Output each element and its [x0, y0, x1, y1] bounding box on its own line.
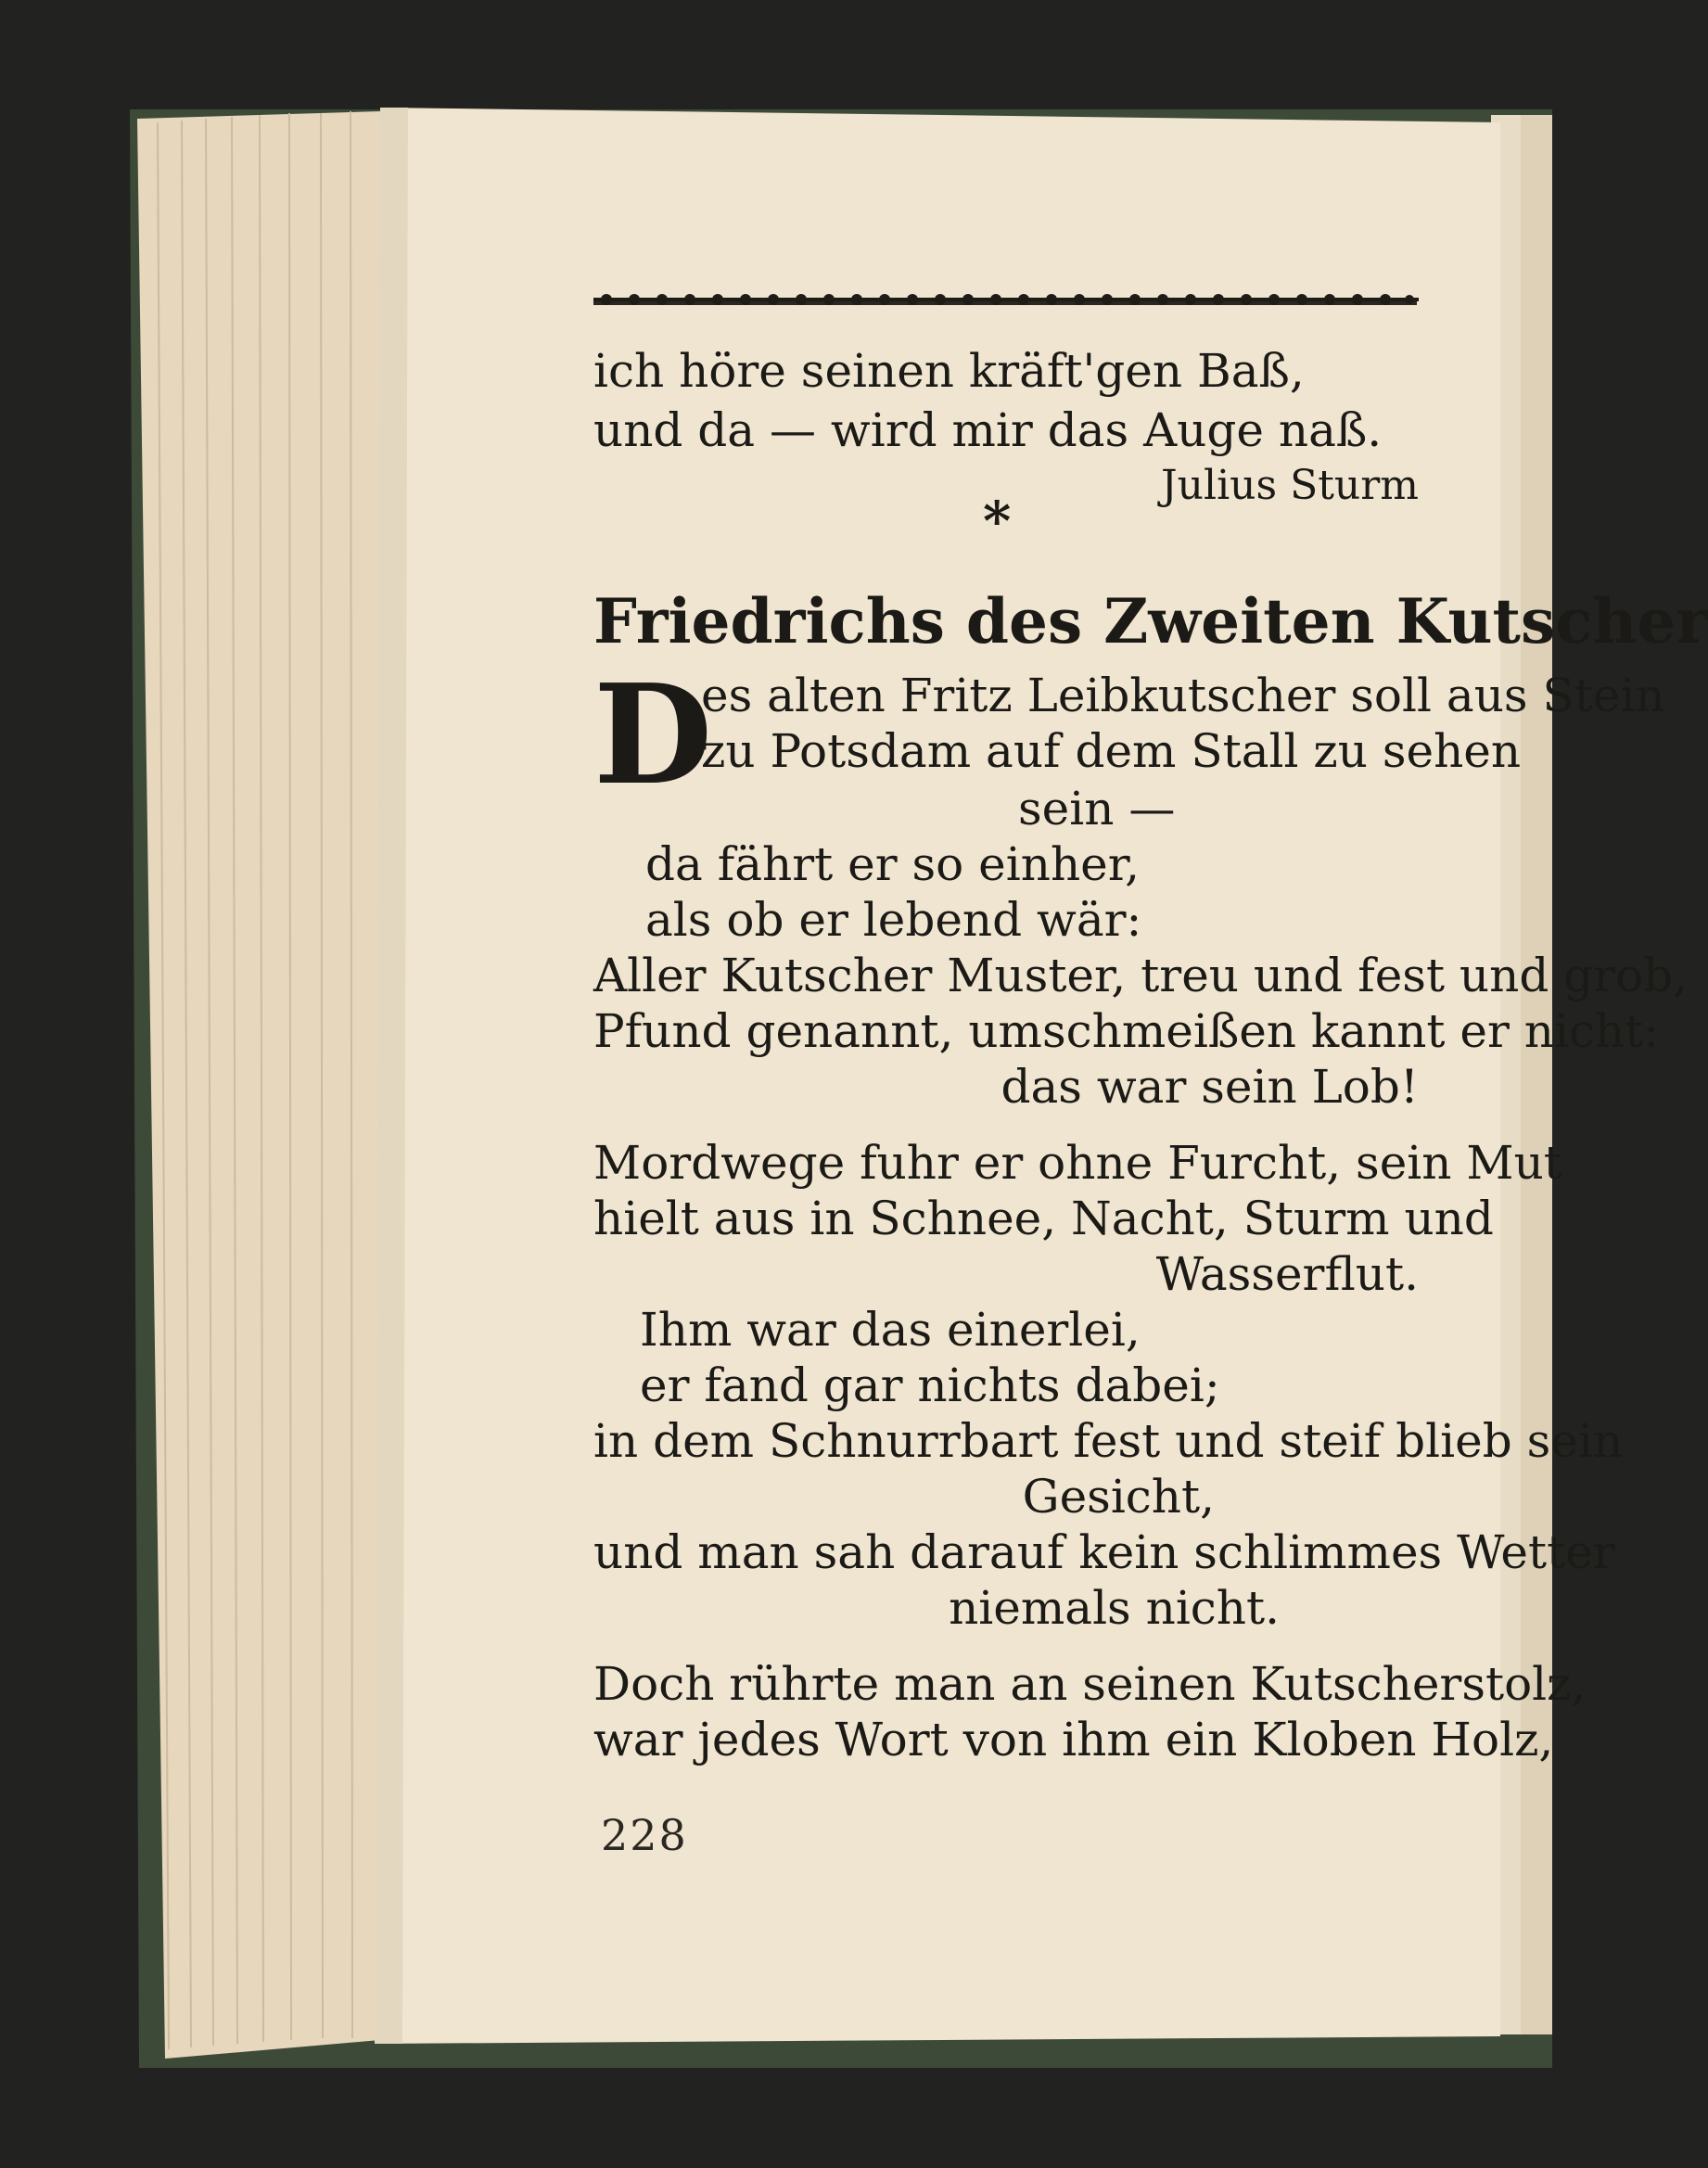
text-line: sein —	[1018, 782, 1176, 835]
text-line: Pfund genannt, umschmeißen kannt er nicht:	[593, 1004, 1660, 1058]
text-line: er fand gar nichts dabei;	[640, 1358, 1220, 1412]
text-line: zu Potsdam auf dem Stall zu sehen	[701, 724, 1522, 778]
text-line: und da — wird mir das Auge naß.	[593, 403, 1383, 457]
text-line: hielt aus in Schnee, Nacht, Sturm und	[593, 1192, 1494, 1245]
text-line: und man sah darauf kein schlimmes Wetter	[593, 1525, 1615, 1579]
drop-cap: D	[593, 654, 713, 815]
text-line: Wasserflut.	[1155, 1247, 1419, 1301]
text-line: das war sein Lob!	[1001, 1060, 1419, 1114]
text-line: war jedes Wort von ihm ein Kloben Holz,	[593, 1713, 1554, 1766]
text-line: Doch rührte man an seinen Kutscherstolz,	[593, 1657, 1587, 1711]
section-asterisk: *	[983, 490, 1012, 553]
text-line: Gesicht,	[1022, 1470, 1215, 1524]
text-line: Aller Kutscher Muster, treu und fest und grob,	[593, 949, 1689, 1002]
poem-author: Julius Sturm	[1161, 462, 1419, 509]
text-line: da fährt er so einher,	[645, 837, 1141, 891]
text-line: in dem Schnurrbart fest und steif blieb sein	[593, 1414, 1624, 1468]
poem-title: Friedrichs des Zweiten Kutscher	[593, 585, 1708, 657]
text-line: als ob er lebend wär:	[645, 893, 1142, 947]
page-number: 228	[601, 1810, 688, 1860]
text-line: ich höre seinen kräft'gen Baß,	[593, 344, 1305, 398]
text-line: Mordwege fuhr er ohne Furcht, sein Mut	[593, 1136, 1562, 1190]
text-line: es alten Fritz Leibkutscher soll aus Stein	[701, 669, 1665, 722]
text-line: niemals nicht.	[949, 1581, 1280, 1635]
text-line: Ihm war das einerlei,	[640, 1303, 1141, 1357]
ornamental-rule	[593, 293, 1419, 306]
